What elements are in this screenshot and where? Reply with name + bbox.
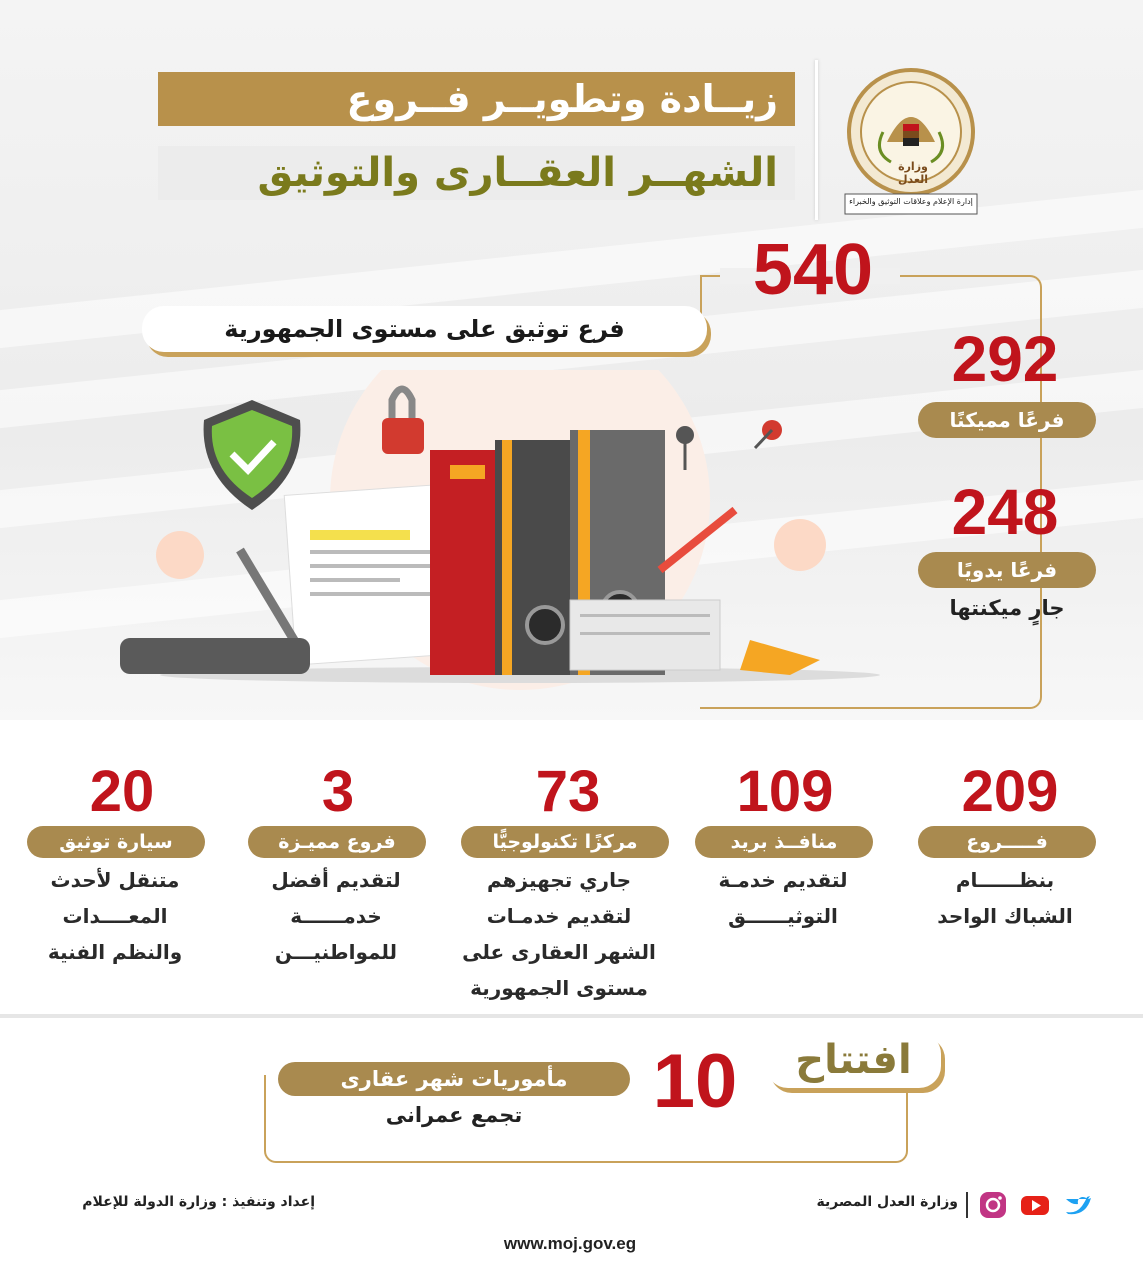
documents-illustration [100,370,890,690]
youtube-icon[interactable] [1020,1190,1050,1220]
seal-caption: إدارة الإعلام وعلاقات التوثيق والخبراء [849,197,973,206]
stat-number: 209 [961,759,1059,824]
twitter-icon[interactable] [1062,1190,1092,1220]
stat-description: متنقل لأحدث المعــــدات والنظم الفنية [47,868,183,964]
seal-label: وزارة العدل [897,160,928,186]
footer-credit: إعداد وتنفيذ : وزارة الدولة للإعلام [82,1194,315,1210]
opening-label: مأموريات شهر عقارى [278,1062,630,1096]
automated-count: 292 [951,323,1059,395]
total-branches-label: فرع توثيق على مستوى الجمهورية [142,306,707,352]
stat-label: فروع مميـزة [248,826,426,858]
stat-description: جاري تجهيزهم لتقديم خدمـات الشهر العقارى على مستوى الجمهورية [462,868,656,1000]
footer-ministry: وزارة العدل المصرية [816,1194,958,1210]
stat-label: منافــذ بريد [695,826,873,858]
stat-number: 20 [89,759,155,824]
stat-description: لتقديم خدمـة التوثيــــــق [718,868,848,928]
manual-count: 248 [951,476,1059,548]
stat-label: سيارة توثيق [27,826,205,858]
instagram-icon[interactable] [978,1190,1008,1220]
opening-number: 10 [652,1039,738,1124]
stat-number: 73 [535,759,601,824]
total-branches-number: 540 [752,230,874,310]
manual-note: جارٍ ميكنتها [949,596,1065,620]
section-divider [0,1014,1143,1018]
frame-cover [700,276,702,316]
stat-description: بنظــــــام الشباك الواحد [937,868,1073,928]
title-line-2: الشهــر العقــارى والتوثيق [257,150,778,196]
ministry-seal [843,62,983,217]
stat-number: 3 [321,759,355,824]
title-line-1: زيــادة وتطويــر فــروع [346,77,778,121]
opening-word: افتتاح [766,1032,941,1088]
header-divider [815,60,818,220]
stat-description: لتقديم أفضل خدمــــــة للمواطنيـــن [271,868,401,964]
stat-label: فـــــروع [918,826,1096,858]
manual-label: فرعًا يدويًا [918,552,1096,588]
opening-sublabel: تجمع عمرانى [385,1103,523,1127]
automated-label: فرعًا مميكنًا [918,402,1096,438]
stat-number: 109 [736,759,834,824]
stat-label: مركزًا تكنولوجيًّا [461,826,669,858]
website-link[interactable]: www.moj.gov.eg [503,1234,637,1253]
footer-divider [966,1192,968,1218]
